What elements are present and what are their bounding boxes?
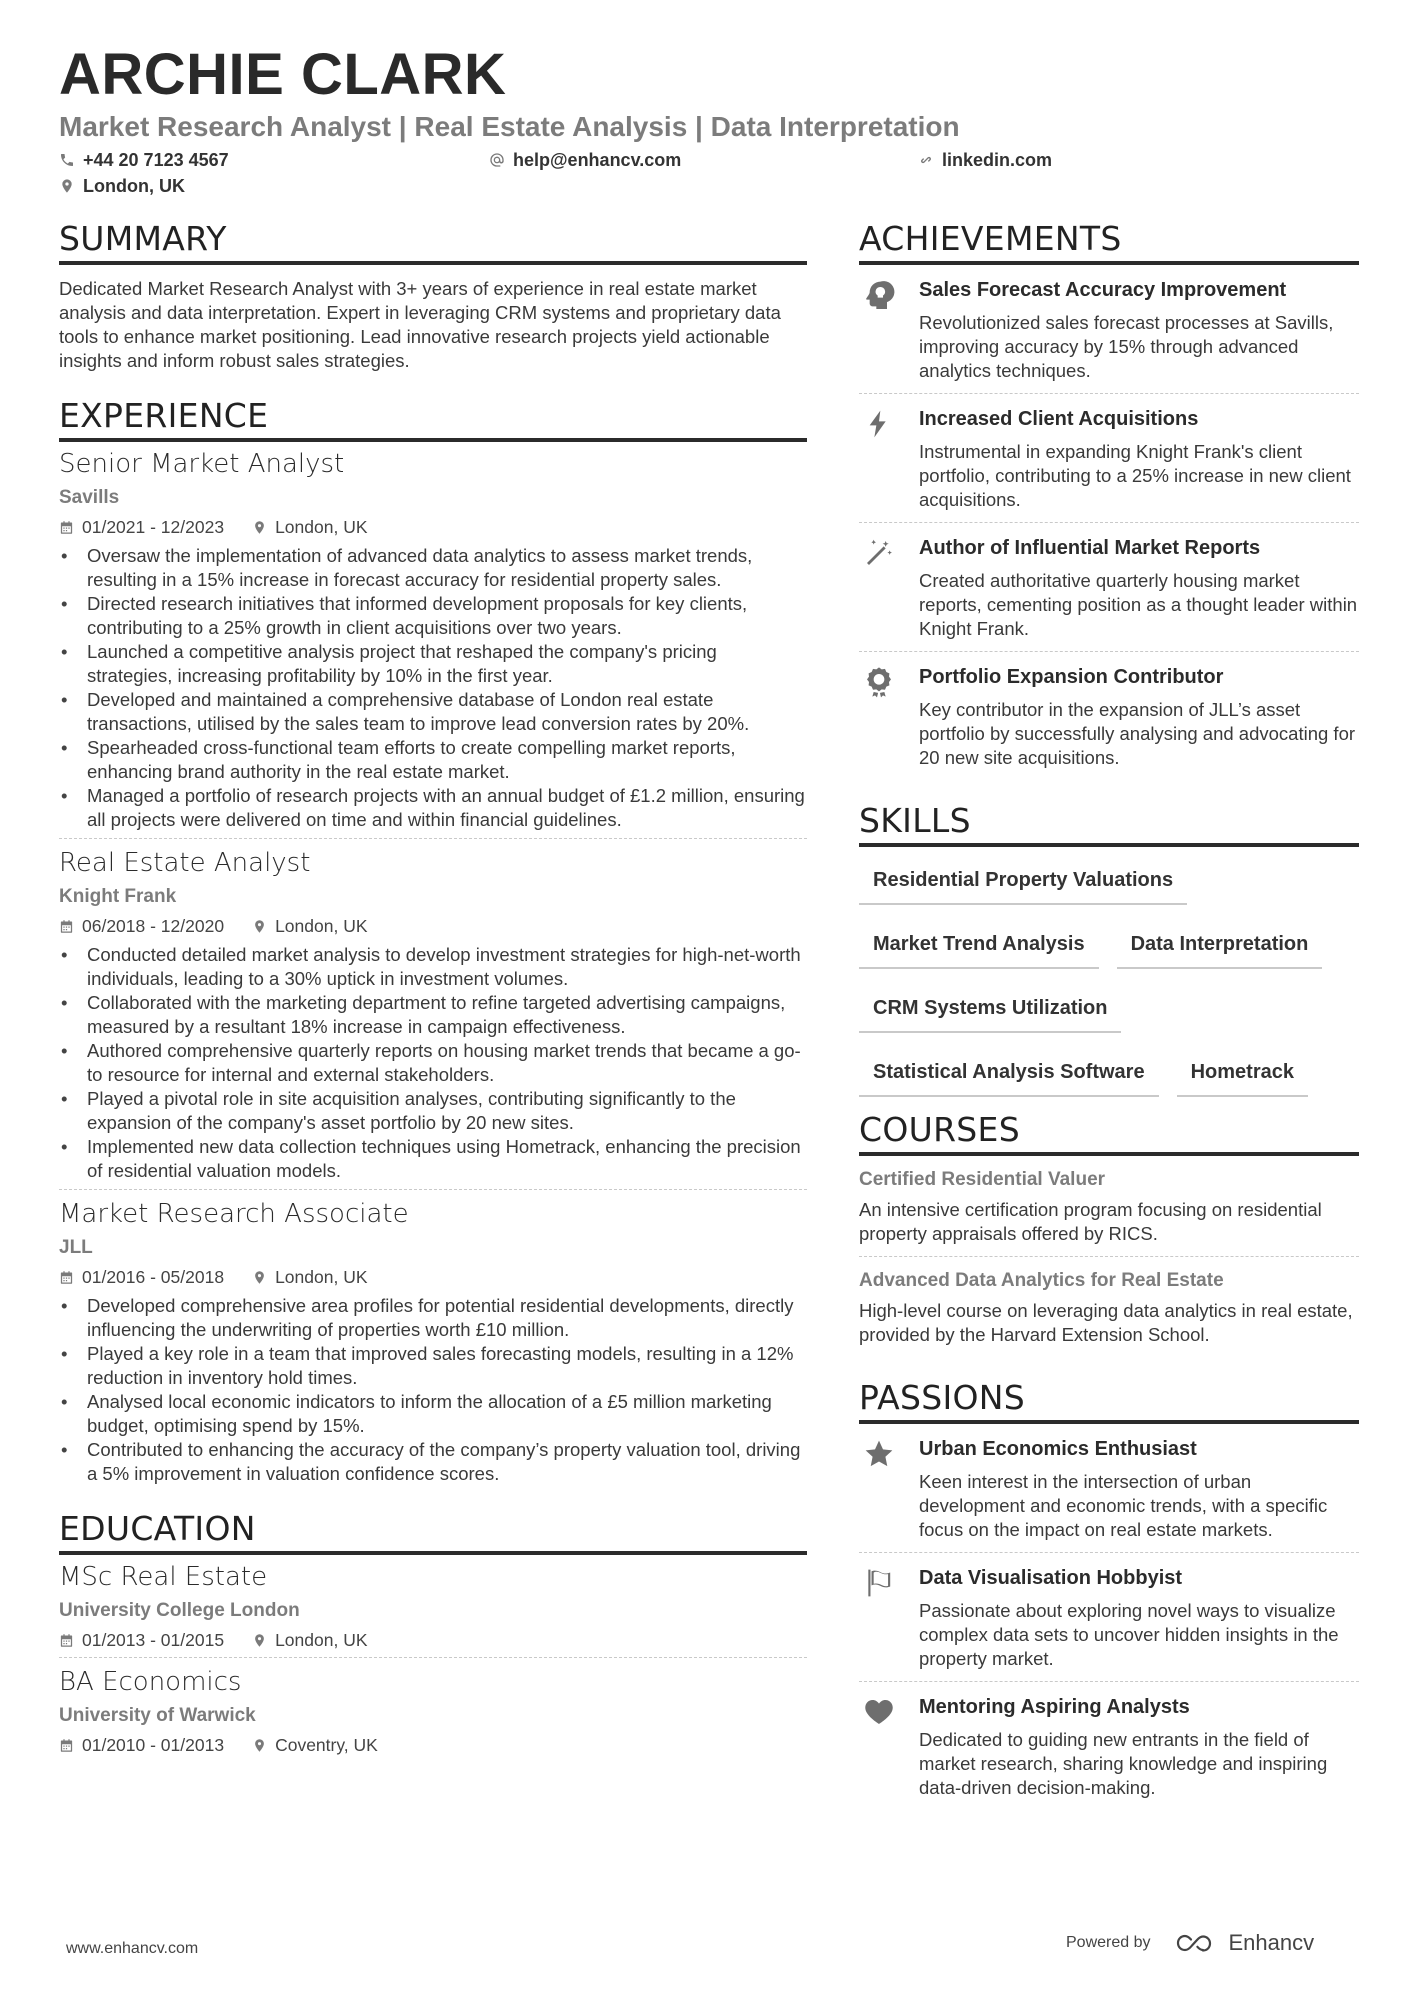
job-entry: [59, 448, 807, 838]
dates-text: 01/2010 - 01/2013: [82, 1735, 225, 1755]
brand-name: Enhancv: [1228, 1930, 1315, 1955]
dates-text: 06/2018 - 12/2020: [82, 916, 225, 936]
education-location: [252, 1629, 367, 1651]
skill-tag: Hometrack: [1177, 1053, 1308, 1097]
education-title: EDUCATION: [59, 1512, 807, 1555]
passion-title: Data Visualisation Hobbyist: [919, 1567, 1183, 1589]
location-pin-icon: [252, 520, 267, 535]
achievement-desc: Created authoritative quarterly housing market reports, cementing position as a thought leader within Knight Frank.: [919, 570, 1358, 639]
bullet-item: • Spearheaded cross-functional team efforts to create compelling market reports, enhancing brand authority in the real estate market.: [59, 736, 807, 784]
head-lightbulb-icon: [859, 277, 899, 383]
course-title: Advanced Data Analytics for Real Estate: [859, 1270, 1224, 1291]
job-location: [252, 915, 367, 937]
dates-text: 01/2021 - 12/2023: [82, 517, 225, 537]
link-icon: [918, 152, 934, 168]
skill-tag: Residential Property Valuations: [859, 861, 1187, 905]
bullet-item: • Developed and maintained a comprehensive database of London real estate transactions, utilised by the sales team to improve lead conversion rates by 20%.: [59, 688, 807, 736]
achievement-item: [859, 522, 1359, 651]
education-entry: [59, 1657, 807, 1762]
passion-title: Urban Economics Enthusiast: [919, 1438, 1197, 1460]
courses-section: [859, 1110, 1359, 1357]
location-text: London, UK: [83, 176, 185, 196]
achievement-item: [859, 393, 1359, 522]
bullet-item: • Played a pivotal role in site acquisition analyses, contributing significantly to the expansion of the company's asset portfolio by 20 new sites.: [59, 1087, 807, 1135]
course-item: [859, 1156, 1359, 1256]
achievement-body: [919, 535, 1359, 641]
education-section: [59, 1509, 807, 1762]
passion-body: [919, 1565, 1359, 1671]
course-desc: High-level course on leveraging data analytics in real estate, provided by the Harvard Extension School.: [859, 1300, 1353, 1345]
magic-wand-icon: [859, 535, 899, 641]
footer-website[interactable]: www.enhancv.com: [66, 1940, 199, 1957]
skill-tag: Market Trend Analysis: [859, 925, 1099, 969]
education-entry: [59, 1561, 807, 1657]
passion-item: [859, 1552, 1359, 1681]
heart-icon: [859, 1694, 899, 1800]
at-icon: [489, 152, 505, 168]
passion-desc: Passionate about exploring novel ways to visualize complex data sets to uncover hidden insights in the property market.: [919, 1600, 1339, 1669]
experience-title: EXPERIENCE: [59, 399, 807, 442]
award-ribbon-icon: [859, 664, 899, 770]
contact-linkedin[interactable]: [918, 151, 1052, 169]
passions-section: [859, 1378, 1359, 1810]
enhancv-logo-icon: [1173, 1931, 1221, 1955]
skills-title: SKILLS: [859, 804, 1359, 847]
summary-text: Dedicated Market Research Analyst with 3+ years of experience in real estate market analysis and data interpretation. Expert in leveraging CRM systems and proprietary data tools to enhance market positioning. Lead innovative research projects yield actionable insights and inform robust sales strategies.: [59, 278, 781, 371]
bullet-item: • Launched a competitive analysis project that reshaped the company's pricing strategies, increasing profitability by 10% in the first year.: [59, 640, 807, 688]
email-text[interactable]: help@enhancv.com: [513, 150, 682, 170]
job-location: [252, 1266, 367, 1288]
job-title: Senior Market Analyst: [59, 449, 345, 479]
courses-title: COURSES: [859, 1113, 1359, 1156]
education-dates: [59, 1629, 224, 1651]
location-pin-icon: [252, 1633, 267, 1648]
education-meta: [59, 1629, 807, 1651]
skill-tag: CRM Systems Utilization: [859, 989, 1121, 1033]
passion-item: [859, 1681, 1359, 1810]
achievement-title: Increased Client Acquisitions: [919, 408, 1199, 430]
contact-phone: [59, 151, 229, 169]
education-meta: [59, 1734, 807, 1756]
job-bullets: [59, 943, 807, 1183]
calendar-icon: [59, 919, 74, 934]
degree-title: MSc Real Estate: [59, 1562, 268, 1592]
achievement-desc: Key contributor in the expansion of JLL’s asset portfolio by successfully analysing and advocating for 20 new site acquisitions.: [919, 699, 1356, 768]
job-title: Market Research Associate: [59, 1199, 409, 1229]
location-pin-icon: [252, 1270, 267, 1285]
contact-email[interactable]: [489, 151, 681, 169]
flag-icon: [859, 1565, 899, 1671]
location-pin-icon: [252, 919, 267, 934]
bullet-item: • Contributed to enhancing the accuracy of the company’s property valuation tool, driving a 5% improvement in valuation confidence scores.: [59, 1438, 807, 1486]
passion-body: [919, 1694, 1359, 1800]
job-entry: [59, 838, 807, 1189]
candidate-name: ARCHIE CLARK: [59, 42, 507, 107]
achievement-item: [859, 651, 1359, 780]
left-column: [59, 219, 807, 1762]
passion-item: [859, 1424, 1359, 1552]
powered-by-label: Powered by: [1066, 1934, 1151, 1951]
contact-location: [59, 177, 185, 195]
calendar-icon: [59, 520, 74, 535]
skills-section: [859, 801, 1359, 1107]
star-icon: [859, 1436, 899, 1542]
achievement-body: [919, 277, 1359, 383]
job-title: Real Estate Analyst: [59, 848, 311, 878]
summary-section: [59, 219, 807, 373]
headline: Market Research Analyst | Real Estate Analysis | Data Interpretation: [59, 111, 960, 142]
bullet-item: • Developed comprehensive area profiles for potential residential developments, directly influencing the underwriting of properties worth £10 million.: [59, 1294, 807, 1342]
experience-section: [59, 396, 807, 1492]
job-meta: [59, 1266, 807, 1288]
dates-text: 01/2016 - 05/2018: [82, 1267, 225, 1287]
education-dates: [59, 1734, 224, 1756]
bullet-item: • Directed research initiatives that informed development proposals for key clients, contributing to a 25% growth in client acquisitions over two years.: [59, 592, 807, 640]
calendar-icon: [59, 1738, 74, 1753]
company-name: JLL: [59, 1237, 93, 1258]
job-bullets: [59, 1294, 807, 1486]
location-text: London, UK: [275, 916, 368, 936]
bullet-item: • Managed a portfolio of research projects with an annual budget of £1.2 million, ensuring all projects were delivered on time and within financial guidelines.: [59, 784, 807, 832]
job-dates: [59, 1266, 224, 1288]
location-text: Coventry, UK: [275, 1735, 378, 1755]
footer-branding: [1066, 1930, 1314, 1956]
bullet-item: • Conducted detailed market analysis to develop investment strategies for high-net-worth individuals, leading to a 30% uptick in investment volumes.: [59, 943, 807, 991]
bullet-item: • Oversaw the implementation of advanced data analytics to assess market trends, resulting in a 15% increase in forecast accuracy for residential property sales.: [59, 544, 807, 592]
company-name: Knight Frank: [59, 886, 177, 907]
job-bullets: [59, 544, 807, 832]
job-meta: [59, 915, 807, 937]
passion-desc: Keen interest in the intersection of urban development and economic trends, with a specific focus on the impact on real estate markets.: [919, 1471, 1328, 1540]
course-title: Certified Residential Valuer: [859, 1169, 1106, 1190]
bullet-item: • Played a key role in a team that improved sales forecasting models, resulting in a 12% reduction in inventory hold times.: [59, 1342, 807, 1390]
location-text: London, UK: [275, 1630, 368, 1650]
calendar-icon: [59, 1633, 74, 1648]
bullet-item: • Implemented new data collection techniques using Hometrack, enhancing the precision of residential valuation models.: [59, 1135, 807, 1183]
school-name: University College London: [59, 1600, 300, 1621]
location-text: London, UK: [275, 517, 368, 537]
achievement-title: Author of Influential Market Reports: [919, 537, 1261, 559]
achievement-body: [919, 406, 1359, 512]
calendar-icon: [59, 1270, 74, 1285]
degree-title: BA Economics: [59, 1667, 242, 1697]
bullet-item: • Collaborated with the marketing department to refine targeted advertising campaigns, measured by a resultant 18% increase in campaign effectiveness.: [59, 991, 807, 1039]
phone-icon: [59, 152, 75, 168]
linkedin-text[interactable]: linkedin.com: [942, 150, 1053, 170]
job-location: [252, 516, 367, 538]
brand-logo[interactable]: [1173, 1930, 1315, 1956]
passions-title: PASSIONS: [859, 1381, 1359, 1424]
dates-text: 01/2013 - 01/2015: [82, 1630, 225, 1650]
bullet-item: • Authored comprehensive quarterly reports on housing market trends that became a go-to resource for internal and external stakeholders.: [59, 1039, 807, 1087]
job-dates: [59, 915, 224, 937]
course-desc: An intensive certification program focusing on residential property appraisals offered by RICS.: [859, 1199, 1322, 1244]
achievement-desc: Instrumental in expanding Knight Frank's client portfolio, contributing to a 25% increase in new client acquisitions.: [919, 441, 1351, 510]
phone-text: +44 20 7123 4567: [83, 150, 229, 170]
job-meta: [59, 516, 807, 538]
summary-title: SUMMARY: [59, 222, 807, 265]
achievement-item: [859, 265, 1359, 393]
achievement-title: Portfolio Expansion Contributor: [919, 666, 1224, 688]
achievements-section: [859, 219, 1359, 780]
job-dates: [59, 516, 224, 538]
passion-desc: Dedicated to guiding new entrants in the field of market research, sharing knowledge and inspiring data-driven decision-making.: [919, 1729, 1328, 1798]
achievement-body: [919, 664, 1359, 770]
location-pin-icon: [59, 178, 75, 194]
bullet-item: • Analysed local economic indicators to inform the allocation of a £5 million marketing budget, optimising spend by 15%.: [59, 1390, 807, 1438]
passion-body: [919, 1436, 1359, 1542]
location-pin-icon: [252, 1738, 267, 1753]
lightning-icon: [859, 406, 899, 512]
education-location: [252, 1734, 378, 1756]
achievements-title: ACHIEVEMENTS: [859, 222, 1359, 265]
right-column: [859, 219, 1359, 1810]
achievement-desc: Revolutionized sales forecast processes at Savills, improving accuracy by 15% through advanced analytics techniques.: [919, 312, 1334, 381]
location-text: London, UK: [275, 1267, 368, 1287]
passion-title: Mentoring Aspiring Analysts: [919, 1696, 1190, 1718]
course-item: [859, 1256, 1359, 1357]
skill-tag: Statistical Analysis Software: [859, 1053, 1159, 1097]
skills-list: [859, 861, 1359, 1107]
school-name: University of Warwick: [59, 1705, 256, 1726]
company-name: Savills: [59, 487, 120, 508]
job-entry: [59, 1189, 807, 1492]
achievement-title: Sales Forecast Accuracy Improvement: [919, 279, 1287, 301]
skill-tag: Data Interpretation: [1117, 925, 1323, 969]
